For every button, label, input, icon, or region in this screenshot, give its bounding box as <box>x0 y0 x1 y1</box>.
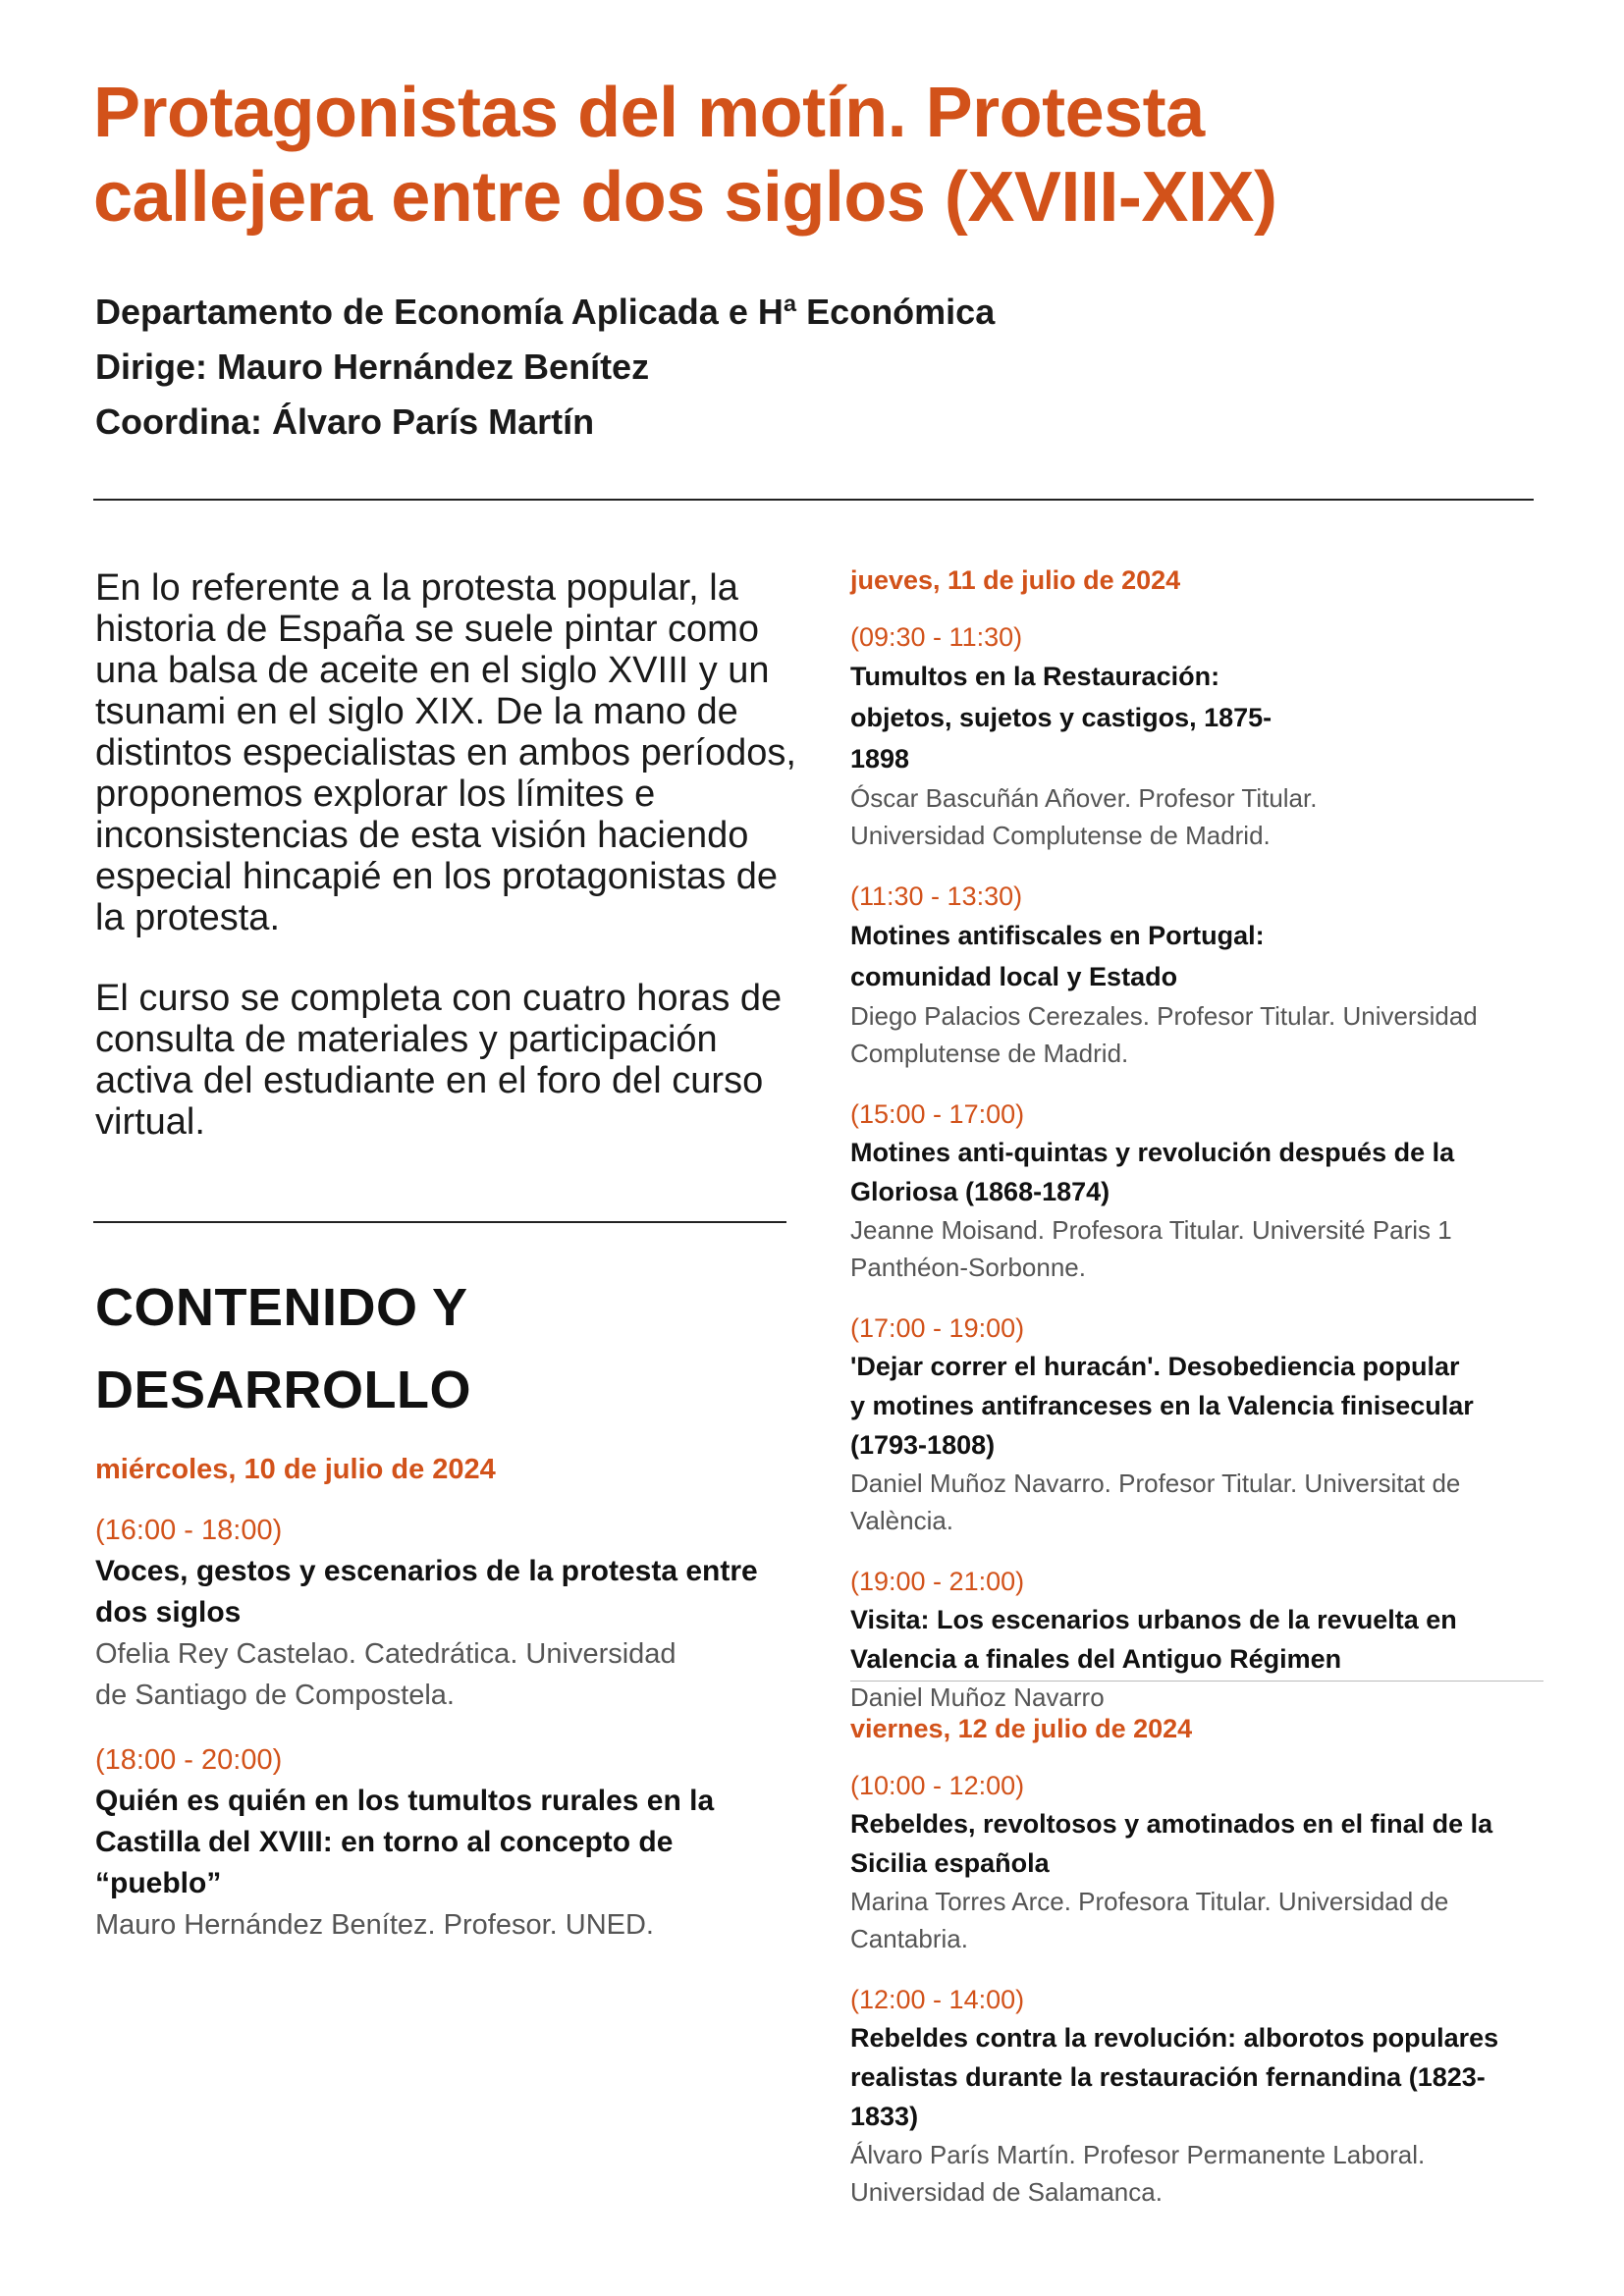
day-label: jueves, 11 de julio de 2024 <box>850 565 1181 595</box>
session-title: Rebeldes contra la revolución: alborotos populares realistas durante la restauración fernandina (1823-1833) <box>850 2023 1499 2131</box>
session <box>850 1981 1549 2211</box>
session-title: Motines anti-quintas y revolución después de la Gloriosa (1868-1874) <box>850 1138 1455 1206</box>
intro-text <box>95 567 802 1182</box>
session-speaker: Diego Palacios Cerezales. Profesor Titular. Universidad Complutense de Madrid. <box>850 1001 1478 1068</box>
session-speaker: Jeanne Moisand. Profesora Titular. Université Paris 1 Panthéon-Sorbonne. <box>850 1215 1452 1282</box>
session-time: (10:00 - 12:00) <box>850 1771 1025 1800</box>
session-time: (15:00 - 17:00) <box>850 1099 1025 1129</box>
session-speaker: Ofelia Rey Castelao. Catedrática. Universidad de Santiago de Compostela. <box>95 1638 677 1711</box>
day-label: miércoles, 10 de julio de 2024 <box>95 1454 496 1485</box>
session <box>850 878 1549 1072</box>
director: Dirige: Mauro Hernández Benítez <box>95 347 650 387</box>
day-friday <box>850 1710 1549 2234</box>
session-time: (16:00 - 18:00) <box>95 1515 283 1546</box>
day-thursday <box>850 561 1549 1739</box>
session-title: Motines antifiscales en Portugal: comunidad local y Estado <box>850 921 1265 991</box>
session <box>850 618 1549 854</box>
session-title: Rebeldes, revoltosos y amotinados en el final de la Sicilia española <box>850 1809 1493 1878</box>
session <box>95 1510 802 1716</box>
session-time: (11:30 - 13:30) <box>850 881 1023 911</box>
section-title-line-2: DESARROLLO <box>95 1361 471 1419</box>
course-meta <box>95 285 995 450</box>
session <box>850 1767 1549 1957</box>
department: Departamento de Economía Aplicada e Hª Económica <box>95 292 996 332</box>
intro-paragraph-2: El curso se completa con cuatro horas de consulta de materiales y participación activa del estudiante en el foro del curso virtual. <box>95 978 783 1143</box>
session-time: (09:30 - 11:30) <box>850 622 1023 652</box>
title-line-1: Protagonistas del motín. Protesta <box>93 74 1205 152</box>
session-title: Quién es quién en los tumultos rurales en la Castilla del XVIII: en torno al concepto de “pueblo” <box>95 1785 715 1899</box>
session-time: (17:00 - 19:00) <box>850 1313 1025 1343</box>
intro-divider <box>93 1221 786 1223</box>
section-title-line-1: CONTENIDO Y <box>95 1278 468 1337</box>
session <box>850 1095 1549 1286</box>
session-time: (19:00 - 21:00) <box>850 1567 1025 1596</box>
session <box>850 1309 1549 1539</box>
session-title: Tumultos en la Restauración: objetos, sujetos y castigos, 1875-1898 <box>850 662 1272 774</box>
session-speaker: Álvaro París Martín. Profesor Permanente Laboral. Universidad de Salamanca. <box>850 2140 1426 2207</box>
session-title: Visita: Los escenarios urbanos de la revuelta en Valencia a finales del Antiguo Régimen <box>850 1605 1457 1674</box>
session-time: (18:00 - 20:00) <box>95 1744 283 1776</box>
session-title: Voces, gestos y escenarios de la protesta entre dos siglos <box>95 1555 758 1629</box>
header-divider <box>93 499 1534 501</box>
page-title <box>93 71 1566 240</box>
day-wednesday <box>95 1449 802 1969</box>
title-line-2: callejera entre dos siglos (XVIII-XIX) <box>93 158 1277 237</box>
session-speaker: Mauro Hernández Benítez. Profesor. UNED. <box>95 1909 654 1941</box>
session <box>850 1563 1549 1716</box>
session <box>95 1739 802 1946</box>
session-title: 'Dejar correr el huracán'. Desobediencia popular y motines antifranceses en la Valencia finisecular (1793-1808) <box>850 1352 1474 1460</box>
intro-paragraph-1: En lo referente a la protesta popular, la historia de España se suele pintar como una balsa de aceite en el siglo XVIII y un tsunami en el siglo XIX. De la mano de distintos especialistas en ambos períodos, proponemos explorar los límites e inconsistencias de esta visión haciendo especial hincapié en los protagonistas de la protesta. <box>95 567 796 938</box>
session-speaker: Óscar Bascuñán Añover. Profesor Titular. Universidad Complutense de Madrid. <box>850 783 1318 850</box>
session-speaker: Marina Torres Arce. Profesora Titular. Universidad de Cantabria. <box>850 1887 1449 1953</box>
session-speaker: Daniel Muñoz Navarro. Profesor Titular. Universitat de València. <box>850 1468 1461 1535</box>
coordinator: Coordina: Álvaro París Martín <box>95 401 595 442</box>
session-time: (12:00 - 14:00) <box>850 1985 1025 2014</box>
day-divider <box>850 1681 1543 1682</box>
session-speaker: Daniel Muñoz Navarro <box>850 1682 1105 1712</box>
section-title <box>95 1266 471 1431</box>
day-label: viernes, 12 de julio de 2024 <box>850 1714 1193 1743</box>
